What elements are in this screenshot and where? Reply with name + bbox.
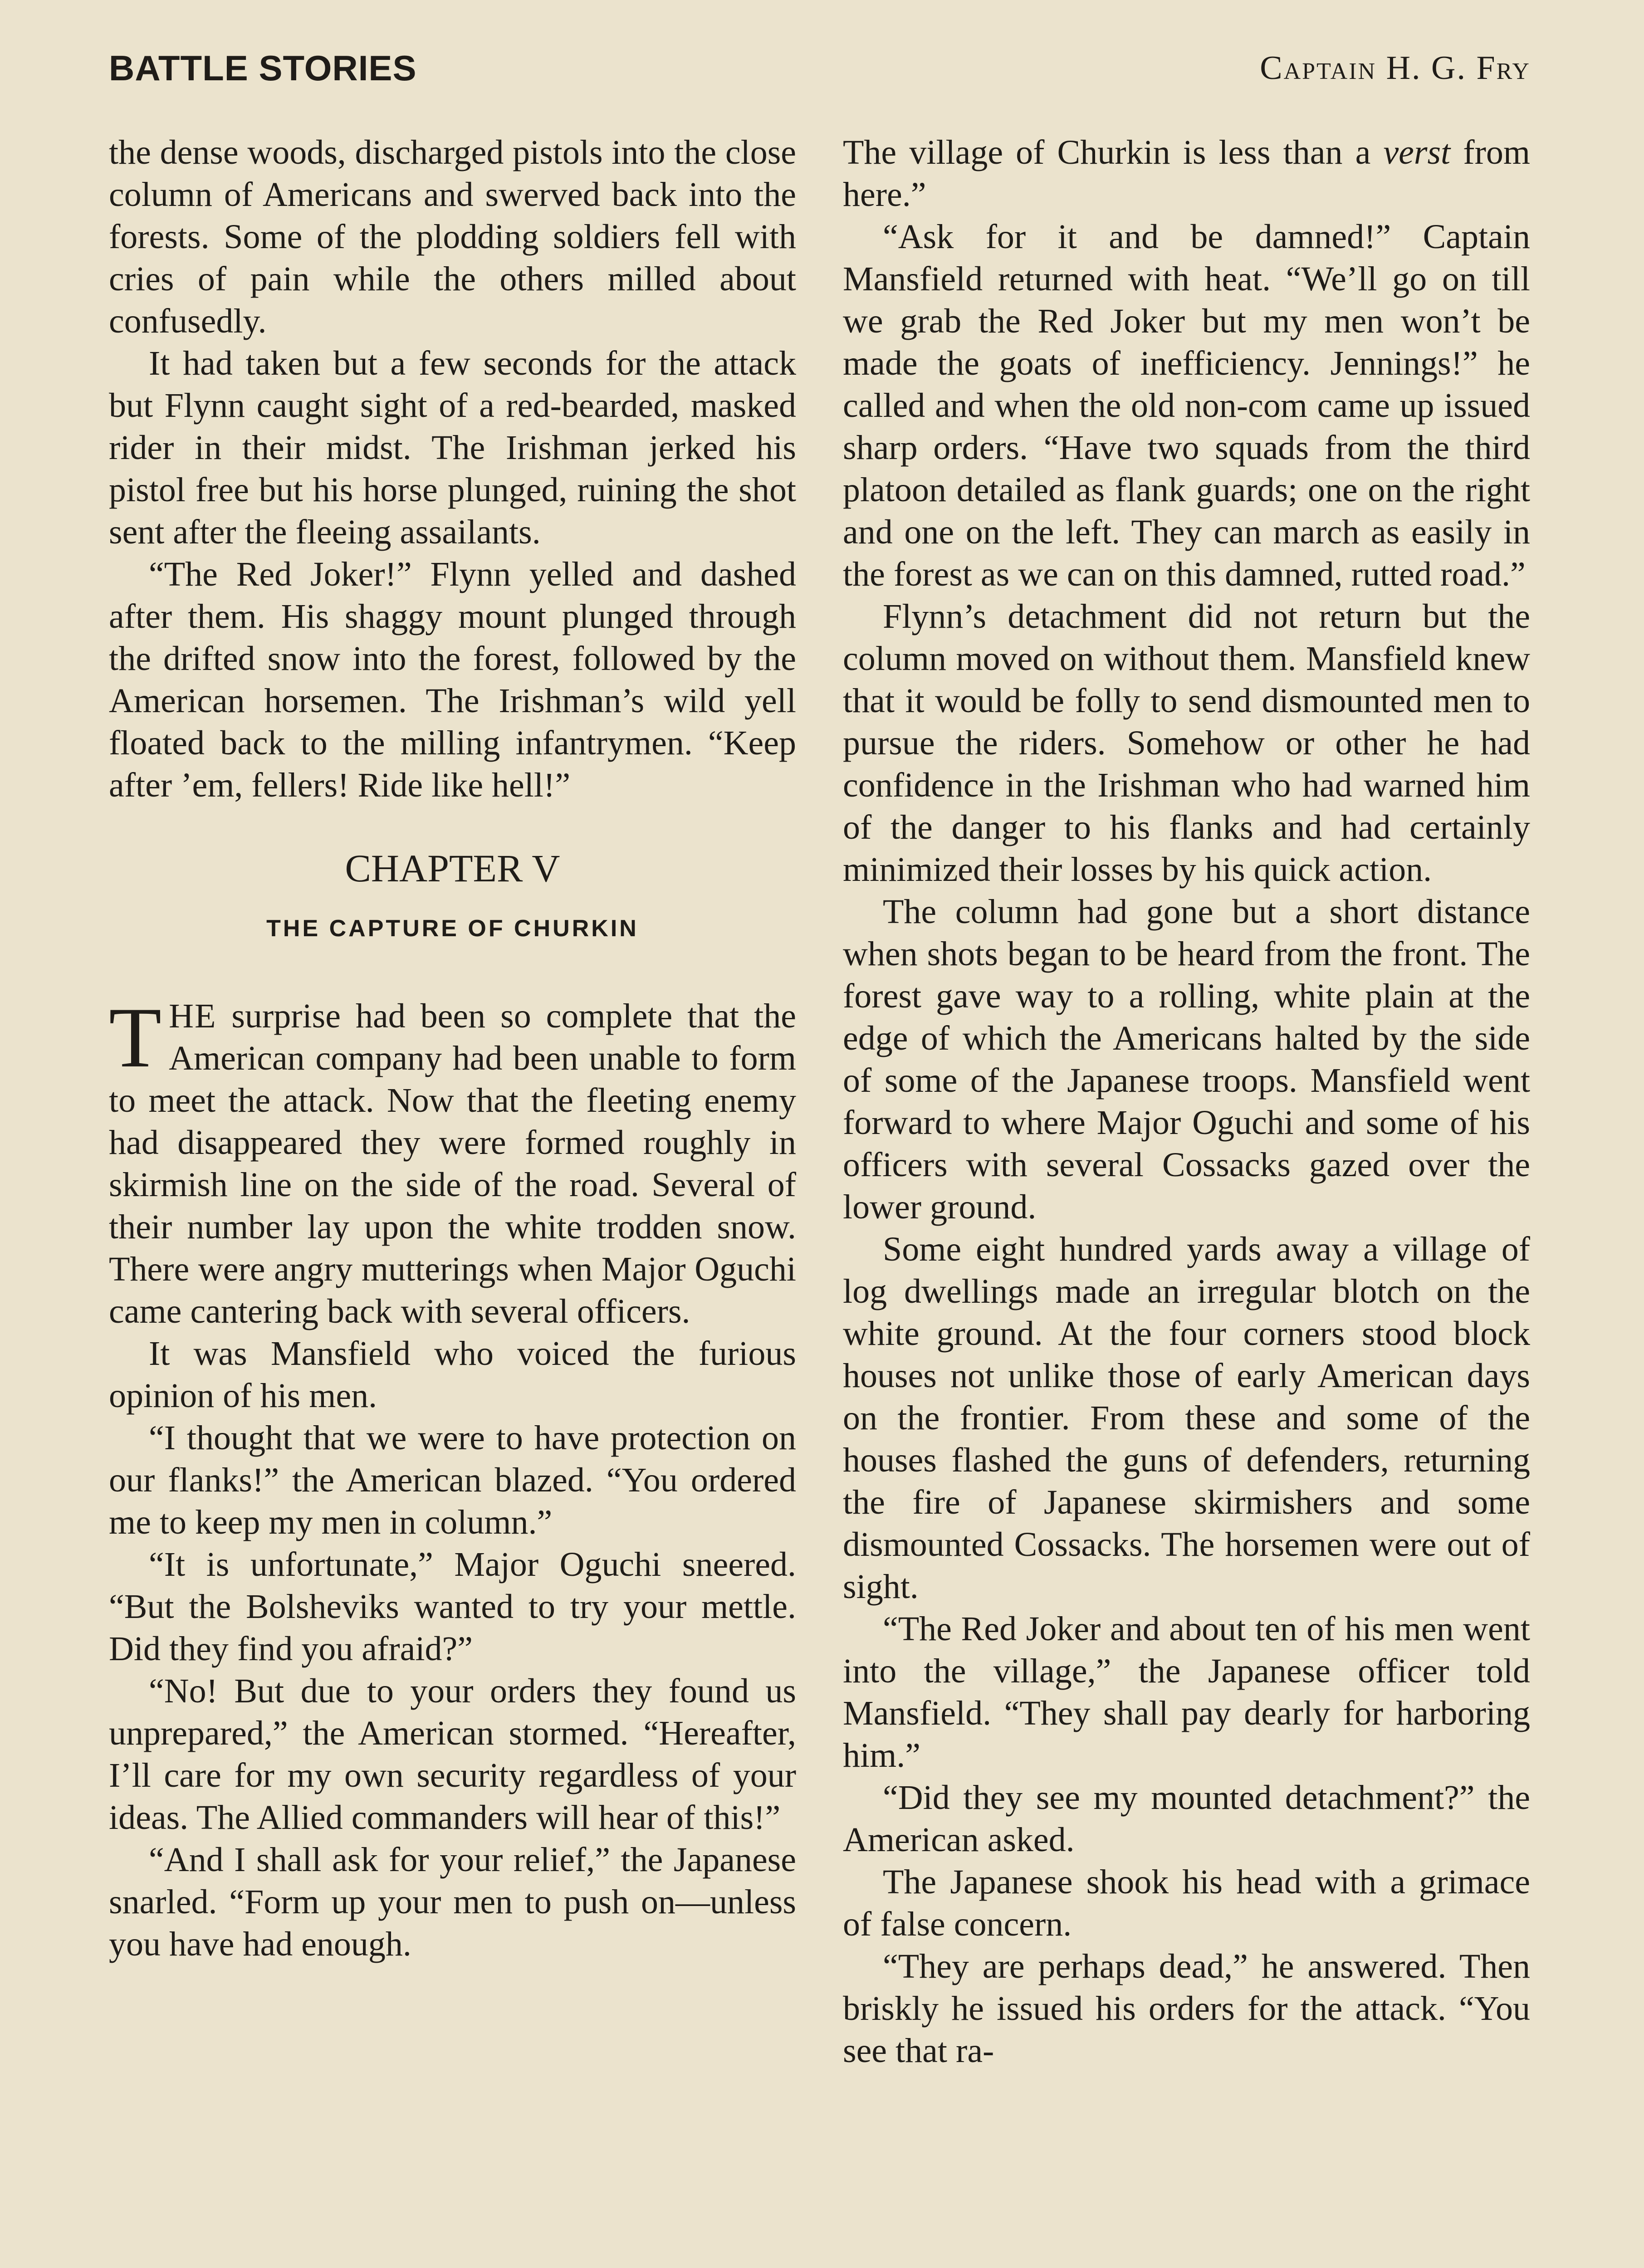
paragraph: “And I shall ask for your relief,” the Japanese snarled. “Form up your men to push on—unless you have had enough. [109,1841,796,1963]
paragraph [843,132,1530,216]
paragraph: It was Mansfield who voiced the furious opinion of his men. [109,1334,796,1415]
paragraph: “Ask for it and be damned!” Captain Mansfield returned with heat. “We’ll go on till we grab the Red Joker but my men won’t be made the goats of inefficiency. Jennings!” he called and when the old non-com came up issued sharp orders. “Have two squads from the third platoon detailed as flank guards; one on the right and one on the left. They can march as easily in the forest as we can on this damned, rutted road.” [843,218,1530,593]
paragraph: “They are perhaps dead,” he answered. Then briskly he issued his orders for the attack. “You see that ra- [843,1947,1530,2070]
paragraph-text: surprise had been so complete that the American company had been unable to form to meet the attack. Now that the fleeting enemy had disappeared they were formed roughly in skirmish line on the side of the road. Several of their number lay upon the white trodden snow. There were angry mutterings when Major Oguchi came cantering back with several officers. [109,997,796,1330]
left-column [109,132,796,2268]
paragraph-text: The village of Churkin is less than a [843,133,1384,171]
paragraph: the dense woods, discharged pistols into the close column of Americans and swerved back into the forests. Some of the plodding soldiers fell with cries of pain while the others milled about confusedly. [109,133,796,340]
chapter-opening-paragraph [109,990,796,1333]
drop-cap: T [109,990,162,1085]
paragraph: “The Red Joker and about ten of his men went into the village,” the Japanese officer told Mansfield. “They shall pay dearly for harboring him.” [843,1610,1530,1774]
paragraph: It had taken but a few seconds for the attack but Flynn caught sight of a red-bearded, masked rider in their midst. The Irishman jerked his pistol free but his horse plunged, ruining the shot sent after the fleeing assailants. [109,344,796,551]
paragraph: Some eight hundred yards away a village of log dwellings made an irregular blotch on the white ground. At the four corners stood block houses not unlike those of early American days on the frontier. From these and some of the houses flashed the guns of defenders, returning the fire of Japanese skirmishers and some dismounted Cossacks. The horsemen were out of sight. [843,1230,1530,1606]
opening-word: HE [169,997,217,1035]
paragraph-text: from here.” [843,133,1530,214]
paragraph: Flynn’s detachment did not return but the column moved on without them. Mansfield knew that it would be folly to send dismounted men to pursue the riders. Somehow or other he had confidence in the Irishman who had warned him of the danger to his flanks and had certainly minimized their losses by his quick action. [843,597,1530,889]
paragraph: “The Red Joker!” Flynn yelled and dashed after them. His shaggy mount plunged through the drifted snow into the forest, followed by the American horsemen. The Irishman’s wild yell floated back to the milling infantrymen. “Keep after ’em, fellers! Ride like hell!” [109,555,796,804]
running-head [109,45,1531,91]
paragraph: “Did they see my mounted detachment?” the American asked. [843,1779,1530,1859]
author-name: Captain H. G. Fry [1260,49,1531,87]
chapter-subtitle: THE CAPTURE OF CHURKIN [266,915,639,942]
italic-word: verst [1383,133,1451,171]
paragraph: The Japanese shook his head with a grimace of false concern. [843,1863,1530,1943]
paragraph: “It is unfortunate,” Major Oguchi sneered. “But the Bolsheviks wanted to try your mettle. Did they find you afraid?” [109,1545,796,1668]
paragraph: The column had gone but a short distance when shots began to be heard from the front. The forest gave way to a rolling, white plain at the edge of which the Americans halted by the side of some of the Japanese troops. Mansfield went forward to where Major Oguchi and some of his officers with several Cossacks gazed over the lower ground. [843,893,1530,1226]
magazine-title: BATTLE STORIES [109,48,417,88]
chapter-title: CHAPTER V [345,846,560,890]
paragraph: “No! But due to your orders they found us unprepared,” the American stormed. “Hereafter, I’ll care for my own security regardless of your ideas. The Allied commanders will hear of this!” [109,1672,796,1837]
paragraph: “I thought that we were to have protection on our flanks!” the American blazed. “You ordered me to keep my men in column.” [109,1419,796,1541]
right-column [843,132,1530,2268]
